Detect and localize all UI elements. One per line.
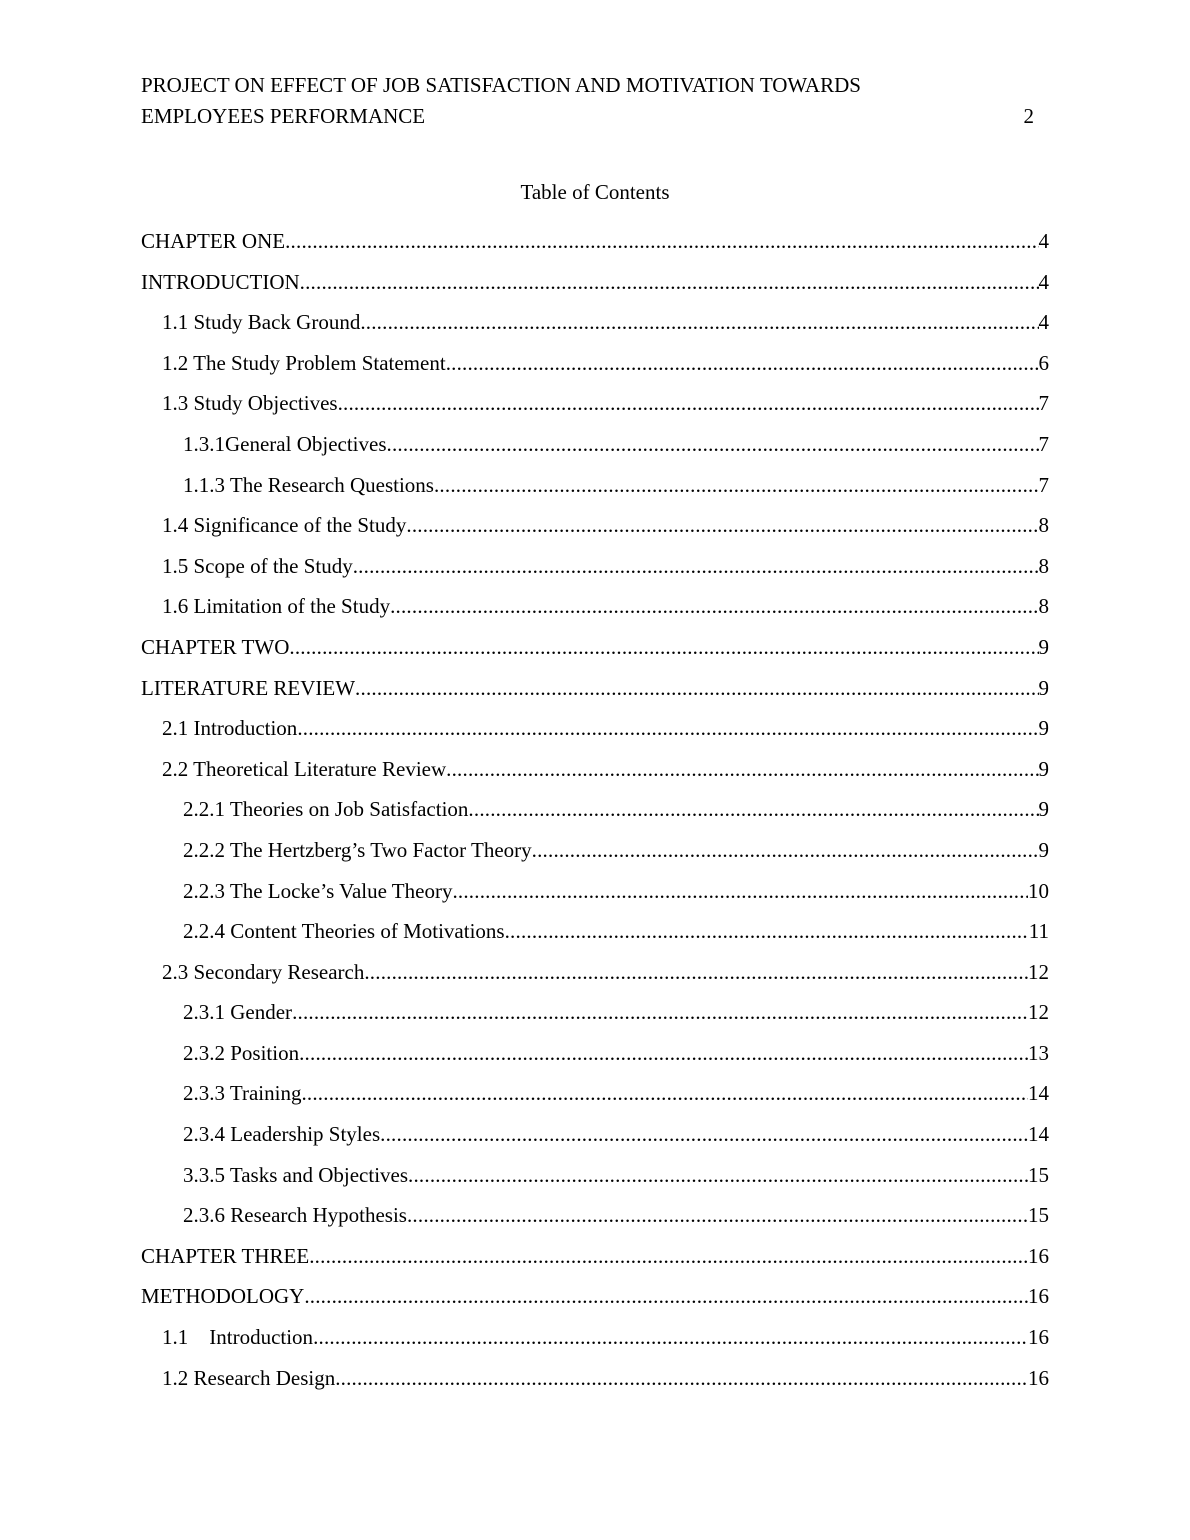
toc-entry[interactable] (141, 673, 1049, 714)
toc-dot-leader (452, 876, 1028, 906)
toc-dot-leader (309, 1241, 1028, 1271)
toc-dot-leader (406, 510, 1038, 540)
toc-entry-text: 1.5 Scope of the Study (162, 553, 353, 578)
toc-dot-leader (408, 1160, 1028, 1190)
toc-entry[interactable] (141, 1241, 1049, 1282)
toc-entry-page: 9 (1038, 756, 1049, 781)
toc-dot-leader (446, 754, 1038, 784)
toc-entry[interactable] (141, 348, 1049, 389)
toc-entry-text: 2.1 Introduction (162, 716, 298, 741)
toc-entry-text: METHODOLOGY (141, 1284, 305, 1309)
toc-dot-leader (338, 388, 1039, 418)
toc-entry-page: 8 (1038, 594, 1049, 619)
toc-dot-leader (387, 429, 1039, 459)
toc-entry-page: 16 (1028, 1365, 1049, 1390)
toc-dot-leader (335, 1363, 1028, 1393)
toc-entry-text: 2.2.1 Theories on Job Satisfaction (183, 797, 469, 822)
toc-entry-text: 2.3.4 Leadership Styles (183, 1122, 381, 1147)
toc-entry[interactable] (141, 1119, 1049, 1160)
toc-entry-text: 2.2 Theoretical Literature Review (162, 756, 447, 781)
toc-entry-text: 2.3.3 Training (183, 1081, 302, 1106)
toc-dot-leader (301, 1078, 1028, 1108)
toc-entry[interactable] (141, 1078, 1049, 1119)
table-of-contents (141, 226, 1049, 1403)
toc-entry-text: 2.3.1 Gender (183, 1000, 293, 1025)
toc-entry-text: 1.6 Limitation of the Study (162, 594, 391, 619)
toc-entry[interactable] (141, 1160, 1049, 1201)
toc-entry-page: 9 (1038, 797, 1049, 822)
toc-entry[interactable] (141, 226, 1049, 267)
toc-entry-page: 8 (1038, 513, 1049, 538)
toc-entry-page: 16 (1028, 1325, 1049, 1350)
toc-dot-leader (434, 470, 1039, 500)
toc-entry-page: 9 (1038, 716, 1049, 741)
toc-entry-text: 3.3.5 Tasks and Objectives (183, 1162, 409, 1187)
toc-entry[interactable] (141, 551, 1049, 592)
toc-dot-leader (468, 794, 1038, 824)
toc-dot-leader (292, 997, 1028, 1027)
toc-entry[interactable] (141, 835, 1049, 876)
toc-dot-leader (390, 591, 1038, 621)
toc-entry-page: 9 (1038, 837, 1049, 862)
toc-entry-page: 15 (1028, 1162, 1049, 1187)
toc-entry-page: 10 (1028, 878, 1049, 903)
toc-dot-leader (380, 1119, 1028, 1149)
toc-entry-text: CHAPTER THREE (141, 1243, 310, 1268)
toc-dot-leader (304, 1281, 1028, 1311)
toc-entry-text: 1.1.3 The Research Questions (183, 472, 434, 497)
toc-dot-leader (355, 673, 1038, 703)
toc-entry[interactable] (141, 267, 1049, 308)
toc-entry-page: 14 (1028, 1122, 1049, 1147)
toc-entry[interactable] (141, 713, 1049, 754)
toc-entry[interactable] (141, 1281, 1049, 1322)
toc-entry[interactable] (141, 876, 1049, 917)
toc-entry-text: 1.2 The Study Problem Statement (162, 350, 446, 375)
toc-dot-leader (297, 713, 1038, 743)
toc-entry-text: 2.3.6 Research Hypothesis (183, 1203, 407, 1228)
toc-entry[interactable] (141, 1200, 1049, 1241)
toc-entry[interactable] (141, 997, 1049, 1038)
header-title-line-1: PROJECT ON EFFECT OF JOB SATISFACTION AND MOTIVATION TOWARDS (141, 73, 861, 97)
page-number: 2 (1023, 104, 1034, 128)
toc-entry-page: 9 (1038, 675, 1049, 700)
toc-entry[interactable] (141, 1038, 1049, 1079)
toc-entry[interactable] (141, 916, 1049, 957)
toc-entry-text: CHAPTER TWO (141, 634, 290, 659)
toc-entry-page: 11 (1028, 919, 1049, 944)
toc-entry-page: 16 (1028, 1243, 1049, 1268)
toc-entry[interactable] (141, 754, 1049, 795)
toc-entry[interactable] (141, 957, 1049, 998)
toc-entry-text: 1.1 Introduction (162, 1325, 314, 1350)
toc-entry-page: 15 (1028, 1203, 1049, 1228)
toc-dot-leader (532, 835, 1039, 865)
toc-dot-leader (285, 226, 1038, 256)
toc-entry[interactable] (141, 1322, 1049, 1363)
header-title-line-2: EMPLOYEES PERFORMANCE (141, 104, 426, 128)
toc-entry-text: 2.2.2 The Hertzberg’s Two Factor Theory (183, 837, 532, 862)
toc-entry-page: 12 (1028, 1000, 1049, 1025)
toc-entry-text: INTRODUCTION (141, 269, 300, 294)
running-header (141, 70, 1034, 132)
toc-entry-page: 8 (1038, 553, 1049, 578)
toc-entry-text: 1.4 Significance of the Study (162, 513, 407, 538)
toc-entry-text: 2.2.3 The Locke’s Value Theory (183, 878, 453, 903)
toc-entry-page: 7 (1038, 431, 1049, 456)
toc-dot-leader (289, 632, 1038, 662)
toc-entry-page: 7 (1038, 391, 1049, 416)
toc-entry-page: 12 (1028, 959, 1049, 984)
toc-entry-page: 4 (1038, 229, 1049, 253)
toc-entry-text: 1.1 Study Back Ground (162, 310, 361, 335)
toc-dot-leader (299, 1038, 1028, 1068)
toc-entry-page: 16 (1028, 1284, 1049, 1309)
toc-entry-text: 1.3 Study Objectives (162, 391, 338, 416)
toc-entry[interactable] (141, 632, 1049, 673)
toc-entry-page: 13 (1028, 1040, 1049, 1065)
toc-dot-leader (360, 307, 1038, 337)
toc-title: Table of Contents (520, 180, 670, 204)
toc-entry-page: 14 (1028, 1081, 1049, 1106)
toc-entry-page: 4 (1038, 269, 1049, 294)
toc-entry-text: 1.2 Research Design (162, 1365, 336, 1390)
toc-dot-leader (353, 551, 1039, 581)
toc-dot-leader (407, 1200, 1028, 1230)
toc-entry[interactable] (141, 591, 1049, 632)
toc-entry-text: 1.3.1General Objectives (183, 431, 387, 456)
toc-entry[interactable] (141, 429, 1049, 470)
toc-entry[interactable] (141, 794, 1049, 835)
toc-entry-page: 9 (1038, 634, 1049, 659)
header-row-2 (141, 101, 1034, 132)
toc-dot-leader (313, 1322, 1028, 1352)
toc-dot-leader (300, 267, 1039, 297)
toc-entry[interactable] (141, 388, 1049, 429)
toc-entry[interactable] (141, 307, 1049, 348)
toc-entry-text: 2.2.4 Content Theories of Motivations (183, 919, 505, 944)
toc-entry[interactable] (141, 1363, 1049, 1404)
toc-entry-text: CHAPTER ONE (141, 229, 286, 253)
toc-entry-text: LITERATURE REVIEW (141, 675, 356, 700)
toc-entry-page: 4 (1038, 310, 1049, 335)
toc-dot-leader (364, 957, 1028, 987)
toc-entry-text: 2.3 Secondary Research (162, 959, 365, 984)
toc-entry[interactable] (141, 510, 1049, 551)
toc-entry-page: 7 (1038, 472, 1049, 497)
toc-entry-page: 6 (1038, 350, 1049, 375)
toc-entry-text: 2.3.2 Position (183, 1040, 300, 1065)
toc-dot-leader (446, 348, 1039, 378)
toc-entry[interactable] (141, 470, 1049, 511)
toc-dot-leader (505, 916, 1029, 946)
